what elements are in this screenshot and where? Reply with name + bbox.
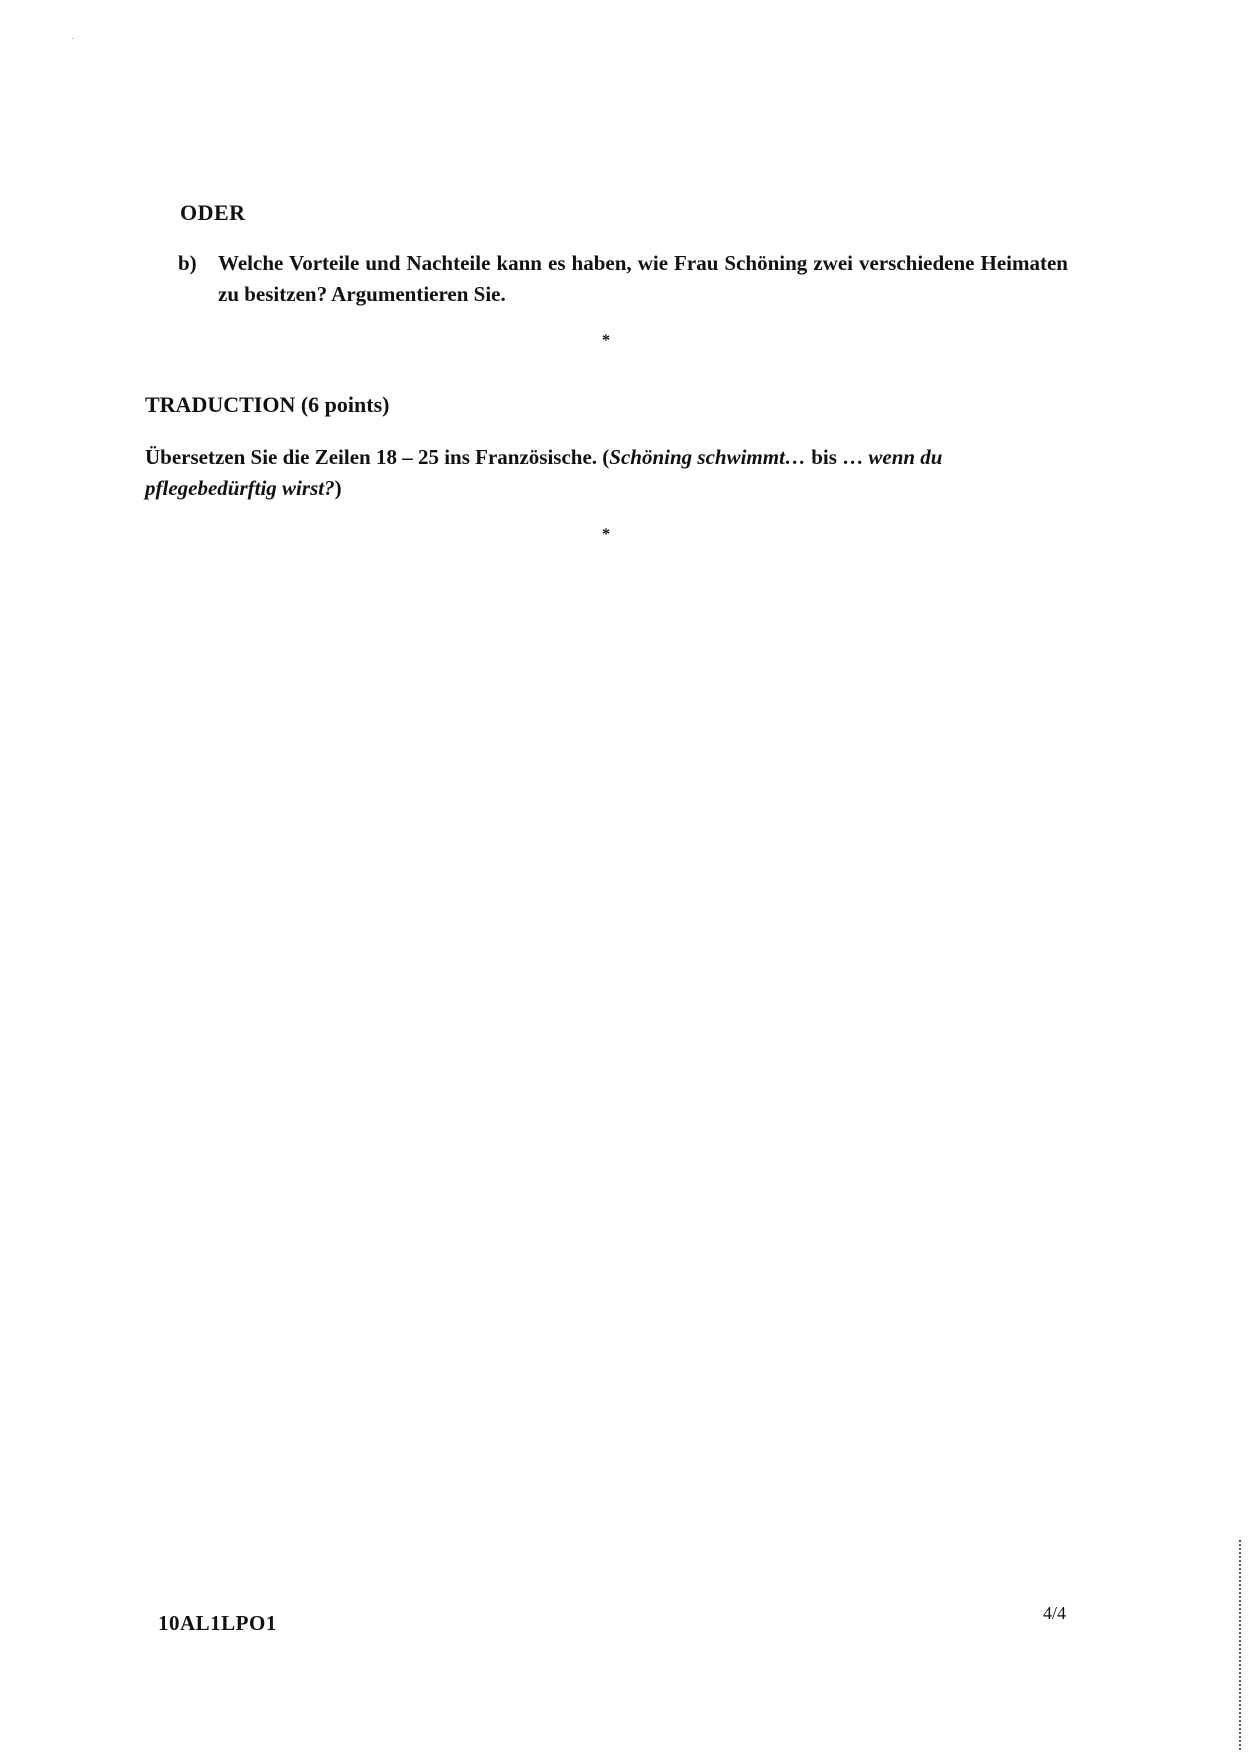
translation-instruction <box>145 442 1045 504</box>
footer-code: 10AL1LPO1 <box>158 1611 277 1635</box>
scan-edge-line <box>1239 1540 1241 1750</box>
instruction-quote-end: wenn du pflegebedürftig wirst? <box>145 445 943 500</box>
scan-speck <box>72 38 73 39</box>
question-marker: b) <box>178 251 197 275</box>
question-text: Welche Vorteile und Nachteile kann es haben, wie Frau Schöning zwei verschiedene Heimaten zu besitzen? Argumentieren Sie. <box>218 251 1068 306</box>
question-b <box>178 248 1068 310</box>
instruction-middle: bis … <box>805 445 869 469</box>
instruction-quote-start: Schöning schwimmt… <box>609 445 806 469</box>
separator-star: * <box>602 526 610 543</box>
instruction-lead: Übersetzen Sie die Zeilen 18 – 25 ins Französische. ( <box>145 445 610 469</box>
translation-heading: TRADUCTION (6 points) <box>145 392 390 417</box>
instruction-close: ) <box>334 476 342 500</box>
oder-label: ODER <box>180 200 246 225</box>
page-number: 4/4 <box>1043 1603 1067 1623</box>
separator-star: * <box>602 332 610 349</box>
